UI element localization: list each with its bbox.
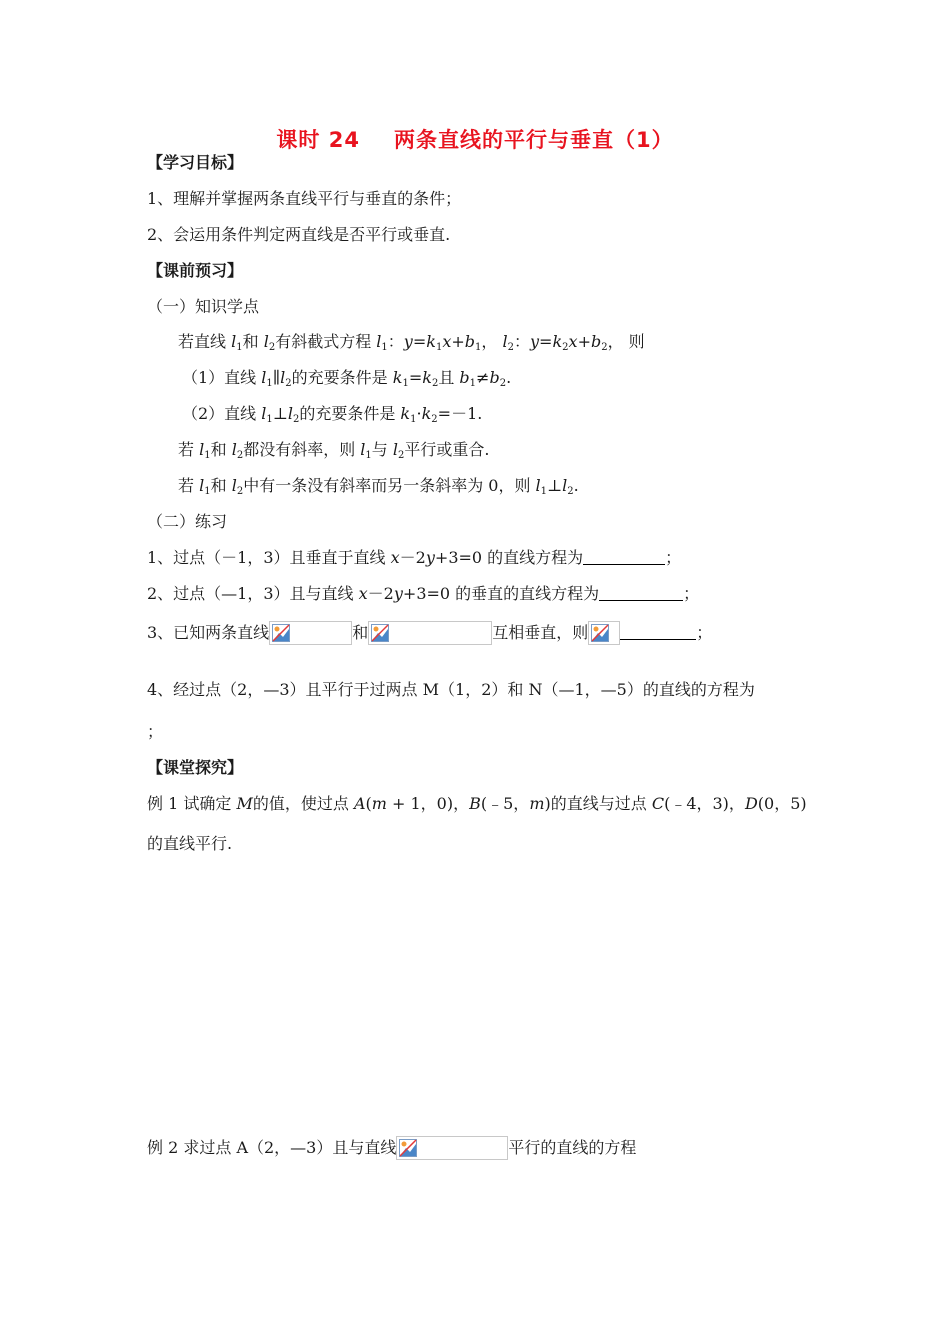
equation-image — [588, 621, 620, 645]
broken-image-icon — [399, 1139, 417, 1157]
answer-blank[interactable] — [599, 584, 683, 601]
lesson-topic: 两条直线的平行与垂直（1） — [393, 128, 674, 152]
knowledge-line-1: 若直线 $l_1$和 $l_2$有斜截式方程 $l_1$：$y=k_1x+b_1$， $l_2$：$y=k_2x+b_2$， 则 — [178, 332, 645, 353]
goals-heading: 【学习目标】 — [147, 153, 244, 172]
example-2: 例 2 求过点 A（2，—3）且与直线 平行的直线的方程 — [147, 1136, 636, 1160]
preview-sub1: （一）知识学点 — [147, 297, 260, 316]
exercise-1: 1、过点（－1，3）且垂直于直线 x－2y+3=0 的直线方程为 ； — [147, 548, 682, 567]
exercise-2: 2、过点（—1，3）且与直线 x－2y+3=0 的垂直的直线方程为 ； — [147, 584, 700, 603]
example-1-cont: 的直线平行. — [147, 834, 233, 853]
knowledge-line-5: 若 $l_1$和 $l_2$中有一条没有斜率而另一条斜率为 0，则 $l_1\perp l_2$. — [178, 476, 579, 497]
equation-image — [368, 621, 492, 645]
equation-image — [269, 621, 352, 645]
exercise-4: 4、经过点（2，—3）且平行于过两点 M（1，2）和 N（—1，—5）的直线的方程为 — [147, 680, 755, 699]
exercise-3: 3、已知两条直线 和 互相垂直，则 ； — [147, 621, 712, 645]
broken-image-icon — [591, 624, 609, 642]
goal-item-2: 2、会运用条件判定两直线是否平行或垂直. — [147, 225, 451, 244]
knowledge-line-3: （2）直线 $l_1\perp l_2$的充要条件是 $k_1\cdot k_2=-1$. — [182, 404, 483, 425]
example-1: 例 1 试确定 M的值，使过点 A(m + 1，0)，B(﹣5，m)的直线与过点 C(﹣4，3)，D(0，5) — [147, 794, 807, 813]
answer-blank[interactable] — [620, 623, 696, 640]
page-title — [0, 124, 950, 154]
explore-heading: 【课堂探究】 — [147, 758, 244, 777]
goal-item-1: 1、理解并掌握两条直线平行与垂直的条件； — [147, 189, 462, 208]
preview-heading: 【课前预习】 — [147, 261, 244, 280]
broken-image-icon — [272, 624, 290, 642]
broken-image-icon — [371, 624, 389, 642]
equation-image — [396, 1136, 508, 1160]
preview-sub2: （二）练习 — [147, 512, 228, 531]
exercise-4-end: ； — [147, 722, 164, 741]
lesson-number: 课时 24 — [276, 128, 360, 152]
knowledge-line-2: （1）直线 $l_1\parallel l_2$的充要条件是 $k_1=k_2$且 $b_1\ne b_2$. — [182, 368, 512, 389]
answer-blank[interactable] — [583, 548, 665, 565]
knowledge-line-4: 若 $l_1$和 $l_2$都没有斜率，则 $l_1$与 $l_2$平行或重合. — [178, 440, 490, 461]
